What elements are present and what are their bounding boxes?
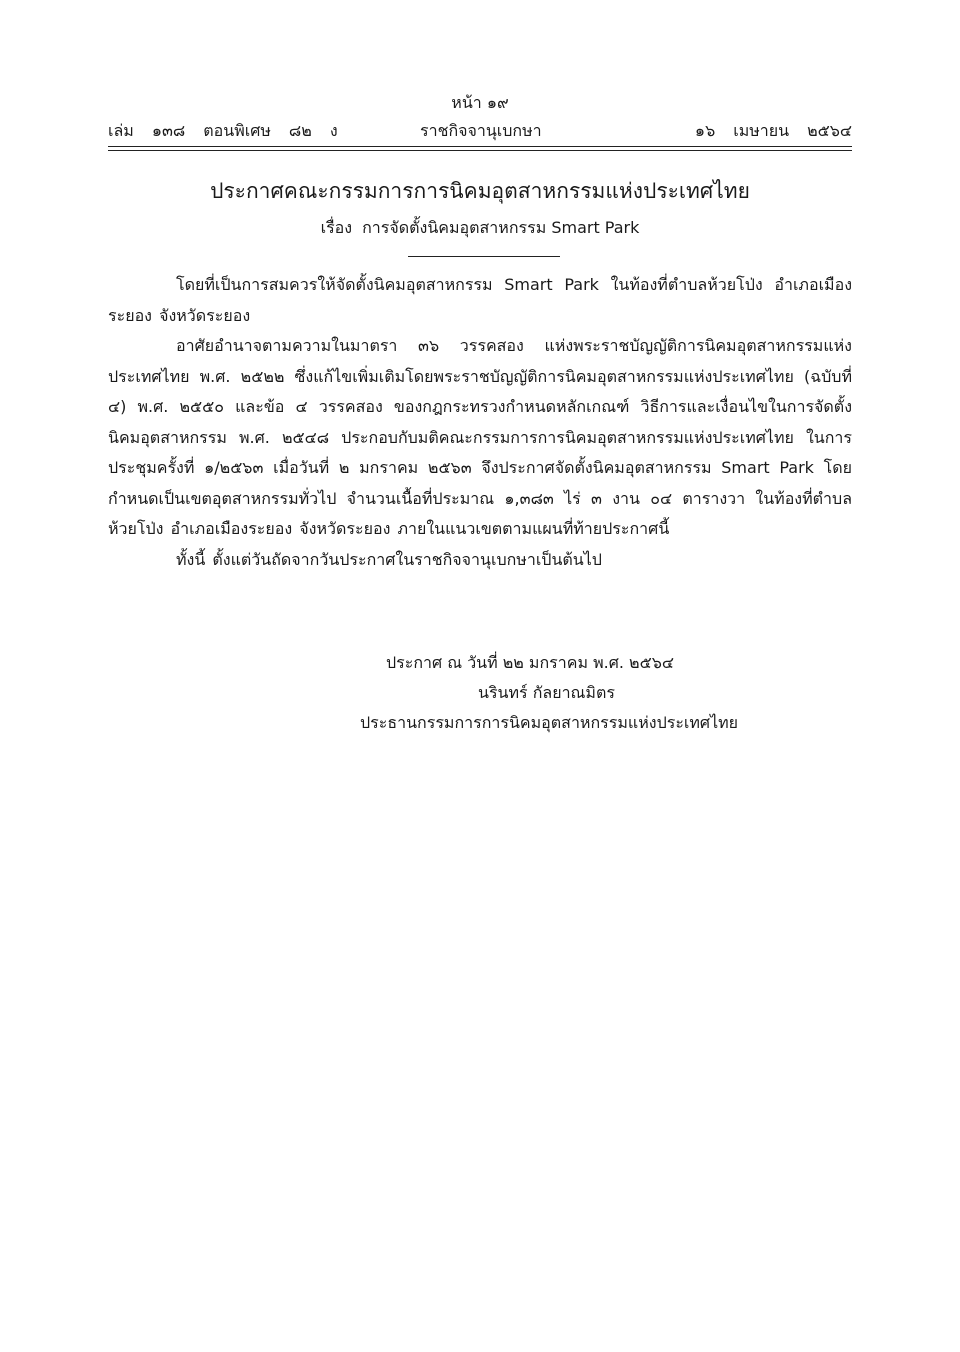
section-letter: ง	[329, 121, 338, 140]
body-paragraph: อาศัยอำนาจตามความในมาตรา ๓๖ วรรคสอง แห่งพระราชบัญญัติการนิคมอุตสาหกรรมแห่งประเทศไทย พ.ศ. ๒๕๒๒ ซึ่งแก้ไขเพิ่มเติมโดยพระราชบัญญัติการนิคมอุตสาหกรรมแห่งประเทศไทย (ฉบับที่ ๔) พ.ศ. ๒๕๕๐ และข้อ ๔ วรรคสอง ของกฎกระทรวงกำหนดหลักเกณฑ์ วิธีการและเงื่อนไขในการจัดตั้งนิคมอุตสาหกรรม พ.ศ. ๒๕๔๘ ประกอบกับมติคณะกรรมการการนิคมอุตสาหกรรมแห่งประเทศไทย ในการประชุมครั้งที่ ๑/๒๕๖๓ เมื่อวันที่ ๒ มกราคม ๒๕๖๓ จึงประกาศจัดตั้งนิคมอุตสาหกรรม Smart Park โดยกำหนดเป็นเขตอุตสาหกรรมทั่วไป จำนวนเนื้อที่ประมาณ ๑,๓๘๓ ไร่ ๓ งาน ๐๔ ตารางวา ในท้องที่ตำบลห้วยโป่ง อำเภอเมืองระยอง จังหวัดระยอง ภายในแนวเขตตามแผนที่ท้ายประกาศนี้	[108, 336, 852, 538]
volume-issue	[108, 120, 356, 142]
date-day: ๑๖	[694, 121, 716, 140]
gazette-name: ราชกิจจานุเบกษา	[420, 121, 542, 140]
date-month: เมษายน	[733, 121, 790, 140]
signatory-title: ประธานกรรมการการนิคมอุตสาหกรรมแห่งประเทศไทย	[360, 713, 739, 732]
volume-label: เล่ม	[108, 121, 134, 140]
header-divider	[108, 146, 852, 151]
announcement-date: ประกาศ ณ วันที่ ๒๒ มกราคม พ.ศ. ๒๕๖๔	[386, 653, 674, 672]
signature-block	[360, 648, 780, 738]
announcement-subject	[0, 216, 960, 240]
page-number: หน้า ๑๙	[451, 93, 509, 112]
announcement-body	[108, 270, 852, 575]
issue-label: ตอนพิเศษ	[203, 121, 271, 140]
body-paragraph: โดยที่เป็นการสมควรให้จัดตั้งนิคมอุตสาหกรรม Smart Park ในท้องที่ตำบลห้วยโป่ง อำเภอเมืองระยอง จังหวัดระยอง	[108, 275, 852, 325]
publication-date	[677, 120, 852, 142]
body-paragraph: ทั้งนี้ ตั้งแต่วันถัดจากวันประกาศในราชกิจจานุเบกษาเป็นต้นไป	[176, 549, 602, 569]
volume-number: ๑๓๘	[151, 121, 186, 140]
announcement-title: ประกาศคณะกรรมการการนิคมอุตสาหกรรมแห่งประเทศไทย	[210, 179, 750, 203]
gazette-header	[108, 120, 852, 144]
signatory-name: นรินทร์ กัลยาณมิตร	[478, 683, 615, 702]
issue-number: ๘๒	[288, 121, 312, 140]
date-year: ๒๕๖๔	[807, 121, 852, 140]
title-underline	[408, 256, 560, 257]
subject-label: เรื่อง	[320, 218, 353, 237]
subject-text: การจัดตั้งนิคมอุตสาหกรรม Smart Park	[362, 218, 640, 237]
